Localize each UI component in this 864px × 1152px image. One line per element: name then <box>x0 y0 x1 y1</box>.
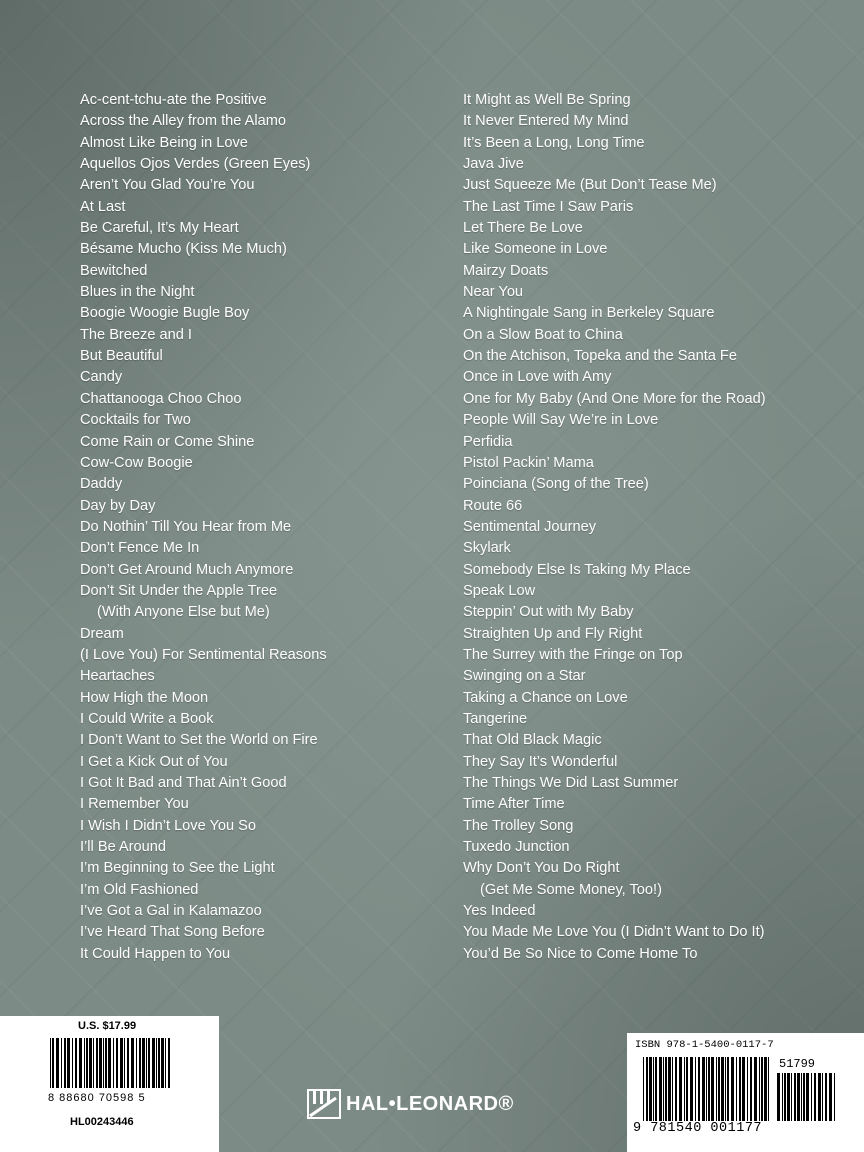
song-title: I Remember You <box>80 796 189 813</box>
barcode-bar <box>131 1038 134 1088</box>
barcode-bar <box>711 1057 714 1121</box>
barcode-bar <box>165 1038 166 1088</box>
product-code: HL00243446 <box>70 1116 134 1128</box>
song-title: I’ll Be Around <box>80 839 166 856</box>
song-title: Perfidia <box>463 433 513 450</box>
song-title: On a Slow Boat to China <box>463 326 623 343</box>
song-title: Java Jive <box>463 156 524 173</box>
barcode-bar <box>708 1057 710 1121</box>
barcode-bar <box>156 1038 157 1088</box>
song-title: I Get a Kick Out of You <box>80 753 228 770</box>
song-list-right <box>463 90 853 965</box>
song-title: Do Nothin’ Till You Hear from Me <box>80 518 292 535</box>
barcode-bar <box>142 1038 145 1088</box>
isbn-price-code: 51799 <box>779 1057 816 1071</box>
song-title: It Might as Well Be Spring <box>463 92 631 108</box>
barcode-bar <box>787 1073 790 1121</box>
publisher-logo-block <box>306 1084 514 1124</box>
barcode-bar <box>52 1038 54 1088</box>
barcode-bar <box>716 1057 717 1121</box>
barcode-bar <box>146 1038 147 1088</box>
barcode-bar <box>655 1057 657 1121</box>
song-title: Mairzy Doats <box>463 262 549 279</box>
barcode-bar <box>108 1038 111 1088</box>
barcode-bar <box>139 1038 141 1088</box>
barcode-bar <box>695 1057 696 1121</box>
song-title: The Last Time I Saw Paris <box>463 198 634 215</box>
barcode-bar <box>663 1057 664 1121</box>
barcode-bar <box>806 1073 809 1121</box>
barcode-bar <box>643 1057 644 1121</box>
barcode-bar <box>672 1057 673 1121</box>
isbn-text: ISBN 978-1-5400-0117-7 <box>635 1039 774 1051</box>
song-title: Sentimental Journey <box>463 518 597 535</box>
song-title: It’s Been a Long, Long Time <box>463 134 645 151</box>
song-title: Skylark <box>463 540 511 557</box>
barcode-bar <box>116 1038 118 1088</box>
barcode-bar <box>725 1057 726 1121</box>
barcode-bar <box>86 1038 88 1088</box>
song-title: How High the Moon <box>80 689 209 706</box>
song-title: Cocktails for Two <box>80 412 191 429</box>
song-title: One for My Baby (And One More for the Road) <box>463 390 766 407</box>
song-title: The Trolley Song <box>463 817 574 834</box>
song-title: I’m Old Fashioned <box>80 881 199 898</box>
barcode-bar <box>754 1057 757 1121</box>
barcode-bar <box>736 1057 737 1121</box>
song-title: Swinging on a Star <box>463 668 586 685</box>
barcode-bar <box>161 1038 164 1088</box>
song-title: Day by Day <box>80 497 156 514</box>
song-title: I’ve Got a Gal in Kalamazoo <box>80 903 262 920</box>
barcode-bar <box>136 1038 137 1088</box>
barcode-bar <box>791 1073 792 1121</box>
barcode-bar <box>105 1038 107 1088</box>
barcode-bar <box>727 1057 729 1121</box>
barcode-bar <box>646 1057 648 1121</box>
song-title: At Last <box>80 198 126 215</box>
barcode-bar <box>794 1073 796 1121</box>
barcode-bar <box>818 1073 821 1121</box>
barcode-bar <box>99 1038 102 1088</box>
song-title: Bésame Mucho (Kiss Me Much) <box>80 241 287 258</box>
barcode-bar <box>124 1038 125 1088</box>
barcode-bar <box>718 1057 720 1121</box>
song-title: You’d Be So Nice to Come Home To <box>463 945 698 962</box>
song-title: Somebody Else Is Taking My Place <box>463 561 691 578</box>
song-title: Come Rain or Come Shine <box>80 433 255 450</box>
song-title-continuation <box>463 880 853 901</box>
barcode-bar <box>79 1038 82 1088</box>
song-title: (I Love You) For Sentimental Reasons <box>80 646 327 663</box>
barcode-bar <box>64 1038 66 1088</box>
song-title: Tangerine <box>463 710 528 727</box>
song-title: Dream <box>80 625 124 642</box>
song-title: Straighten Up and Fly Right <box>463 625 643 642</box>
song-title: Once in Love with Amy <box>463 369 612 386</box>
barcode-bar <box>721 1057 724 1121</box>
song-title: Like Someone in Love <box>463 241 608 258</box>
barcode-bar <box>750 1057 752 1121</box>
song-title: Route 66 <box>463 497 523 514</box>
song-title: Pistol Packin’ Mama <box>463 454 594 471</box>
song-title: The Things We Did Last Summer <box>463 775 679 791</box>
song-title: Aquellos Ojos Verdes (Green Eyes) <box>80 156 311 173</box>
song-title: People Will Say We’re in Love <box>463 412 659 429</box>
song-title: Why Don’t You Do Right <box>463 860 620 877</box>
barcode-bar <box>742 1057 745 1121</box>
song-title: Heartaches <box>80 668 155 685</box>
song-title: But Beautiful <box>80 348 163 365</box>
song-title: Ac-cent-tchu-ate the Positive <box>80 92 267 108</box>
song-title: I Don’t Want to Set the World on Fire <box>80 732 318 749</box>
hal-leonard-logo-icon <box>306 1086 342 1122</box>
song-title: I’ve Heard That Song Before <box>80 924 265 941</box>
barcode-bar <box>113 1038 114 1088</box>
barcode-bar <box>698 1057 700 1121</box>
song-title: On the Atchison, Topeka and the Santa Fe <box>463 348 737 365</box>
song-title: I’m Beginning to See the Light <box>80 860 275 877</box>
song-title-continuation <box>80 602 450 623</box>
barcode-bar <box>834 1073 835 1121</box>
publisher-name: HAL•LEONARD® <box>346 1092 514 1115</box>
barcode-bar <box>759 1057 760 1121</box>
song-title: A Nightingale Sang in Berkeley Square <box>463 305 715 322</box>
barcode-bar <box>797 1073 800 1121</box>
song-title: Time After Time <box>463 796 565 813</box>
barcode-bar <box>761 1057 763 1121</box>
barcode-bar <box>668 1057 671 1121</box>
barcode-bar <box>75 1038 77 1088</box>
barcode-bar <box>665 1057 667 1121</box>
barcode-bar <box>158 1038 160 1088</box>
barcode-bar <box>801 1073 802 1121</box>
barcode-bar <box>747 1057 748 1121</box>
song-title: Daddy <box>80 476 123 493</box>
song-subtitle: (With Anyone Else but Me) <box>97 604 270 621</box>
song-title: I Could Write a Book <box>80 710 214 727</box>
barcode-bar <box>50 1038 51 1088</box>
song-title: Don’t Fence Me In <box>80 540 200 557</box>
song-title: Don’t Sit Under the Apple Tree <box>80 582 278 599</box>
barcode-bar <box>56 1038 59 1088</box>
song-title: Just Squeeze Me (But Don’t Tease Me) <box>463 177 717 194</box>
song-title: Taking a Chance on Love <box>463 689 628 706</box>
upc-barcode-label <box>0 1016 219 1152</box>
barcode-bar <box>67 1038 70 1088</box>
song-title: The Surrey with the Fringe on Top <box>463 646 683 663</box>
song-title: Yes Indeed <box>463 903 536 920</box>
isbn-barcode <box>643 1057 771 1121</box>
price-text: U.S. $17.99 <box>78 1020 137 1032</box>
barcode-bar <box>61 1038 62 1088</box>
barcode-bar <box>93 1038 94 1088</box>
barcode-bar <box>706 1057 707 1121</box>
barcode-bar <box>659 1057 662 1121</box>
barcode-bar <box>777 1073 780 1121</box>
song-subtitle: (Get Me Some Money, Too!) <box>480 881 662 898</box>
barcode-bar <box>764 1057 767 1121</box>
song-title: It Never Entered My Mind <box>463 113 629 130</box>
song-title: Near You <box>463 284 524 301</box>
barcode-bar <box>739 1057 741 1121</box>
barcode-bar <box>152 1038 155 1088</box>
song-title: They Say It’s Wonderful <box>463 753 618 770</box>
song-title: Cow-Cow Boogie <box>80 454 193 471</box>
song-title: Be Careful, It’s My Heart <box>80 220 239 237</box>
song-title: Tuxedo Junction <box>463 839 570 856</box>
barcode-bar <box>84 1038 85 1088</box>
song-title: Speak Low <box>463 582 536 599</box>
upc-number: 8 88680 70598 5 <box>48 1092 146 1104</box>
song-title: I Got It Bad and That Ain’t Good <box>80 775 287 791</box>
barcode-bar <box>829 1073 832 1121</box>
barcode-bar <box>168 1038 170 1088</box>
barcode-bar <box>120 1038 123 1088</box>
barcode-bar <box>675 1057 677 1121</box>
song-title: You Made Me Love You (I Didn’t Want to Do It) <box>463 924 765 941</box>
song-title: Across the Alley from the Alamo <box>80 113 287 130</box>
song-title: Bewitched <box>80 262 148 279</box>
song-title: It Could Happen to You <box>80 945 231 962</box>
song-title: Let There Be Love <box>463 220 583 237</box>
song-title: Almost Like Being in Love <box>80 134 248 151</box>
barcode-bar <box>96 1038 98 1088</box>
barcode-bar <box>127 1038 129 1088</box>
barcode-bar <box>825 1073 827 1121</box>
barcode-bar <box>148 1038 150 1088</box>
song-title: Aren’t You Glad You’re You <box>80 177 255 194</box>
barcode-bar <box>653 1057 654 1121</box>
isbn-number: 9 781540 001177 <box>633 1121 763 1136</box>
song-title: Candy <box>80 369 123 386</box>
song-title: The Breeze and I <box>80 326 192 343</box>
song-title: Blues in the Night <box>80 284 195 301</box>
barcode-bar <box>768 1057 769 1121</box>
song-title: Boogie Woogie Bugle Boy <box>80 305 250 322</box>
barcode-bar <box>814 1073 816 1121</box>
barcode-bar <box>702 1057 705 1121</box>
isbn-barcode-label <box>627 1033 864 1152</box>
barcode-bar <box>103 1038 104 1088</box>
isbn-price-barcode <box>777 1073 837 1121</box>
barcode-bar <box>784 1073 786 1121</box>
barcode-bar <box>679 1057 682 1121</box>
barcode-bar <box>684 1057 685 1121</box>
upc-barcode <box>50 1038 170 1088</box>
song-title: I Wish I Didn’t Love You So <box>80 817 257 834</box>
barcode-bar <box>690 1057 693 1121</box>
barcode-bar <box>686 1057 688 1121</box>
barcode-bar <box>782 1073 783 1121</box>
song-title: That Old Black Magic <box>463 732 602 749</box>
barcode-bar <box>811 1073 812 1121</box>
barcode-bar <box>803 1073 805 1121</box>
song-title: Poinciana (Song of the Tree) <box>463 476 649 493</box>
barcode-bar <box>731 1057 734 1121</box>
barcode-bar <box>822 1073 823 1121</box>
song-title: Steppin’ Out with My Baby <box>463 604 634 621</box>
barcode-bar <box>72 1038 73 1088</box>
song-list-left <box>80 90 450 965</box>
barcode-bar <box>649 1057 652 1121</box>
song-title: Chattanooga Choo Choo <box>80 390 242 407</box>
barcode-bar <box>89 1038 92 1088</box>
song-title: Don’t Get Around Much Anymore <box>80 561 294 578</box>
